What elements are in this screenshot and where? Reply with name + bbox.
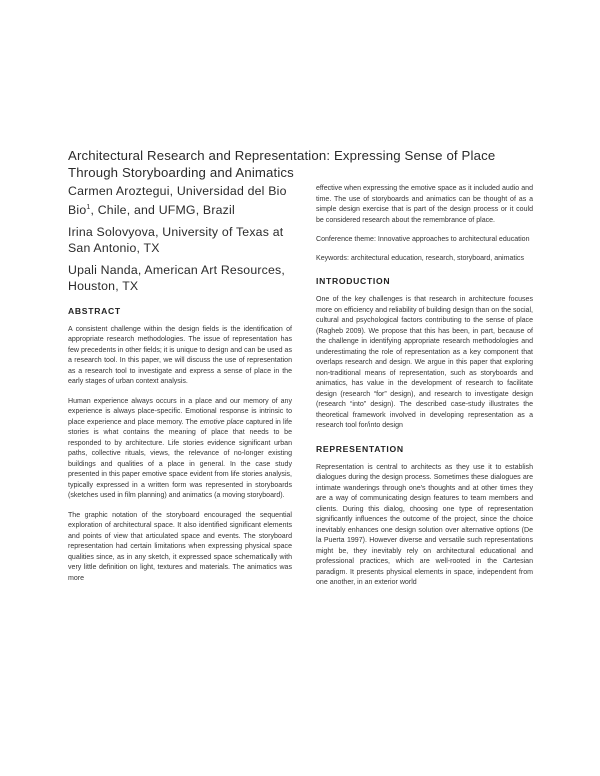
abstract-continuation: effective when expressing the emotive space as it included audio and time. The use of storyboards and animatics can be thought of as a simple design exercise that is part of the design process or it could be considered research about the remembrance of place. [316,185,533,224]
author-1-footnote: 1 [86,203,91,211]
author-2: Irina Solovyova, University of Texas at San Antonio, TX [68,225,284,255]
introduction-paragraph: One of the key challenges is that research in architecture focuses more on efficiency and reliability of building design than on the social, cultural and psychological factors contributing to the sense of place (Ragheb 2009). We propose that this has been, in part, because of the challenge in identifying appropriate research methodologies and underestimating the role of representation as a key component that overlaps research and design. We argue in this paper that exploring non-traditional means of representation, such as storyboards and animatics, has value in the development of research to facilitate design (research “for” design), and research to investigate design (research “into” design). The described case-study illustrates the theoretical framework involved in developing representation as a research tool for/into design [316,296,533,429]
conference-theme: Conference theme: Innovative approaches to architectural education [316,236,530,243]
abstract-p2-emphasis: emotive place [199,418,244,426]
left-column [68,184,292,593]
abstract-heading: ABSTRACT [68,305,121,316]
author-1-affiliation: , Chile, and UFMG, Brazil [90,202,235,217]
author-1 [68,184,292,218]
representation-heading: REPRESENTATION [316,443,404,454]
abstract-paragraph-2 [68,397,292,502]
abstract-paragraph-1: A consistent challenge within the design fields is the identification of appropriate research methodologies. The issue of representation has few precedents in other fields; it is unique to design and can be used as a research tool. In this paper, we will discuss the use of representation as a research tool to investigate and express a sense of place in the early stages of urban context analysis. [68,325,292,386]
representation-paragraph: Representation is central to architects as they use it to establish dialogues during the design process. Sometimes these dialogues are intimate wanderings through one's thoughts and at other times they are a way of communicating design features to team members and clients. During this dialog, choosing one type of representation significantly influences the outcome of the project, since the choice inevitably enhances one design solution over alternative options (De la Puerta 1997). However diverse and versatile such representations might be, they inevitably rely on architectural educational and professional practices, which are well-rooted in the Cartesian paradigm. It presents physical elements in space, independent from one another, in an exterior world [316,463,533,586]
paper-title: Architectural Research and Representation: Expressing Sense of Place Through Storyboarding and Animatics [68,148,496,180]
abstract-p2-start: Human experience always occurs in a place and our memory of any experience is always place-specific. Emotional response is intrinsic to place experience and place memory. The [68,397,292,426]
abstract-p2-end: captured in life stories is what contains the meaning of place that needs to be responded to by architecture. Life stories evidence significant urban paths, collective rituals, views, the relevance of no-longer existing buildings and qualities of a place in general. In the case study presented in this paper emotive space evident from life stories analysis, typically expressed in a written form was represented in storyboards (sketches used in film planning) and animatics (a moving storyboard). [68,418,292,500]
keywords: Keywords: architectural education, research, storyboard, animatics [316,254,524,262]
abstract-paragraph-3: The graphic notation of the storyboard encouraged the sequential exploration of architectural space. It also identified significant elements and points of view that articulated space and events. The storyboard representation had certain limitations when expressing physical space qualities since, as in any sketch, it expressed space schematically with very little definition on light, textures and materials. The animatics was more [68,511,292,582]
author-3: Upali Nanda, American Art Resources, Houston, TX [68,263,286,294]
author-1-name: Carmen Aroztegui, Universidad del Bio Bio [68,184,287,217]
right-column [316,184,533,598]
introduction-heading: INTRODUCTION [316,276,391,286]
